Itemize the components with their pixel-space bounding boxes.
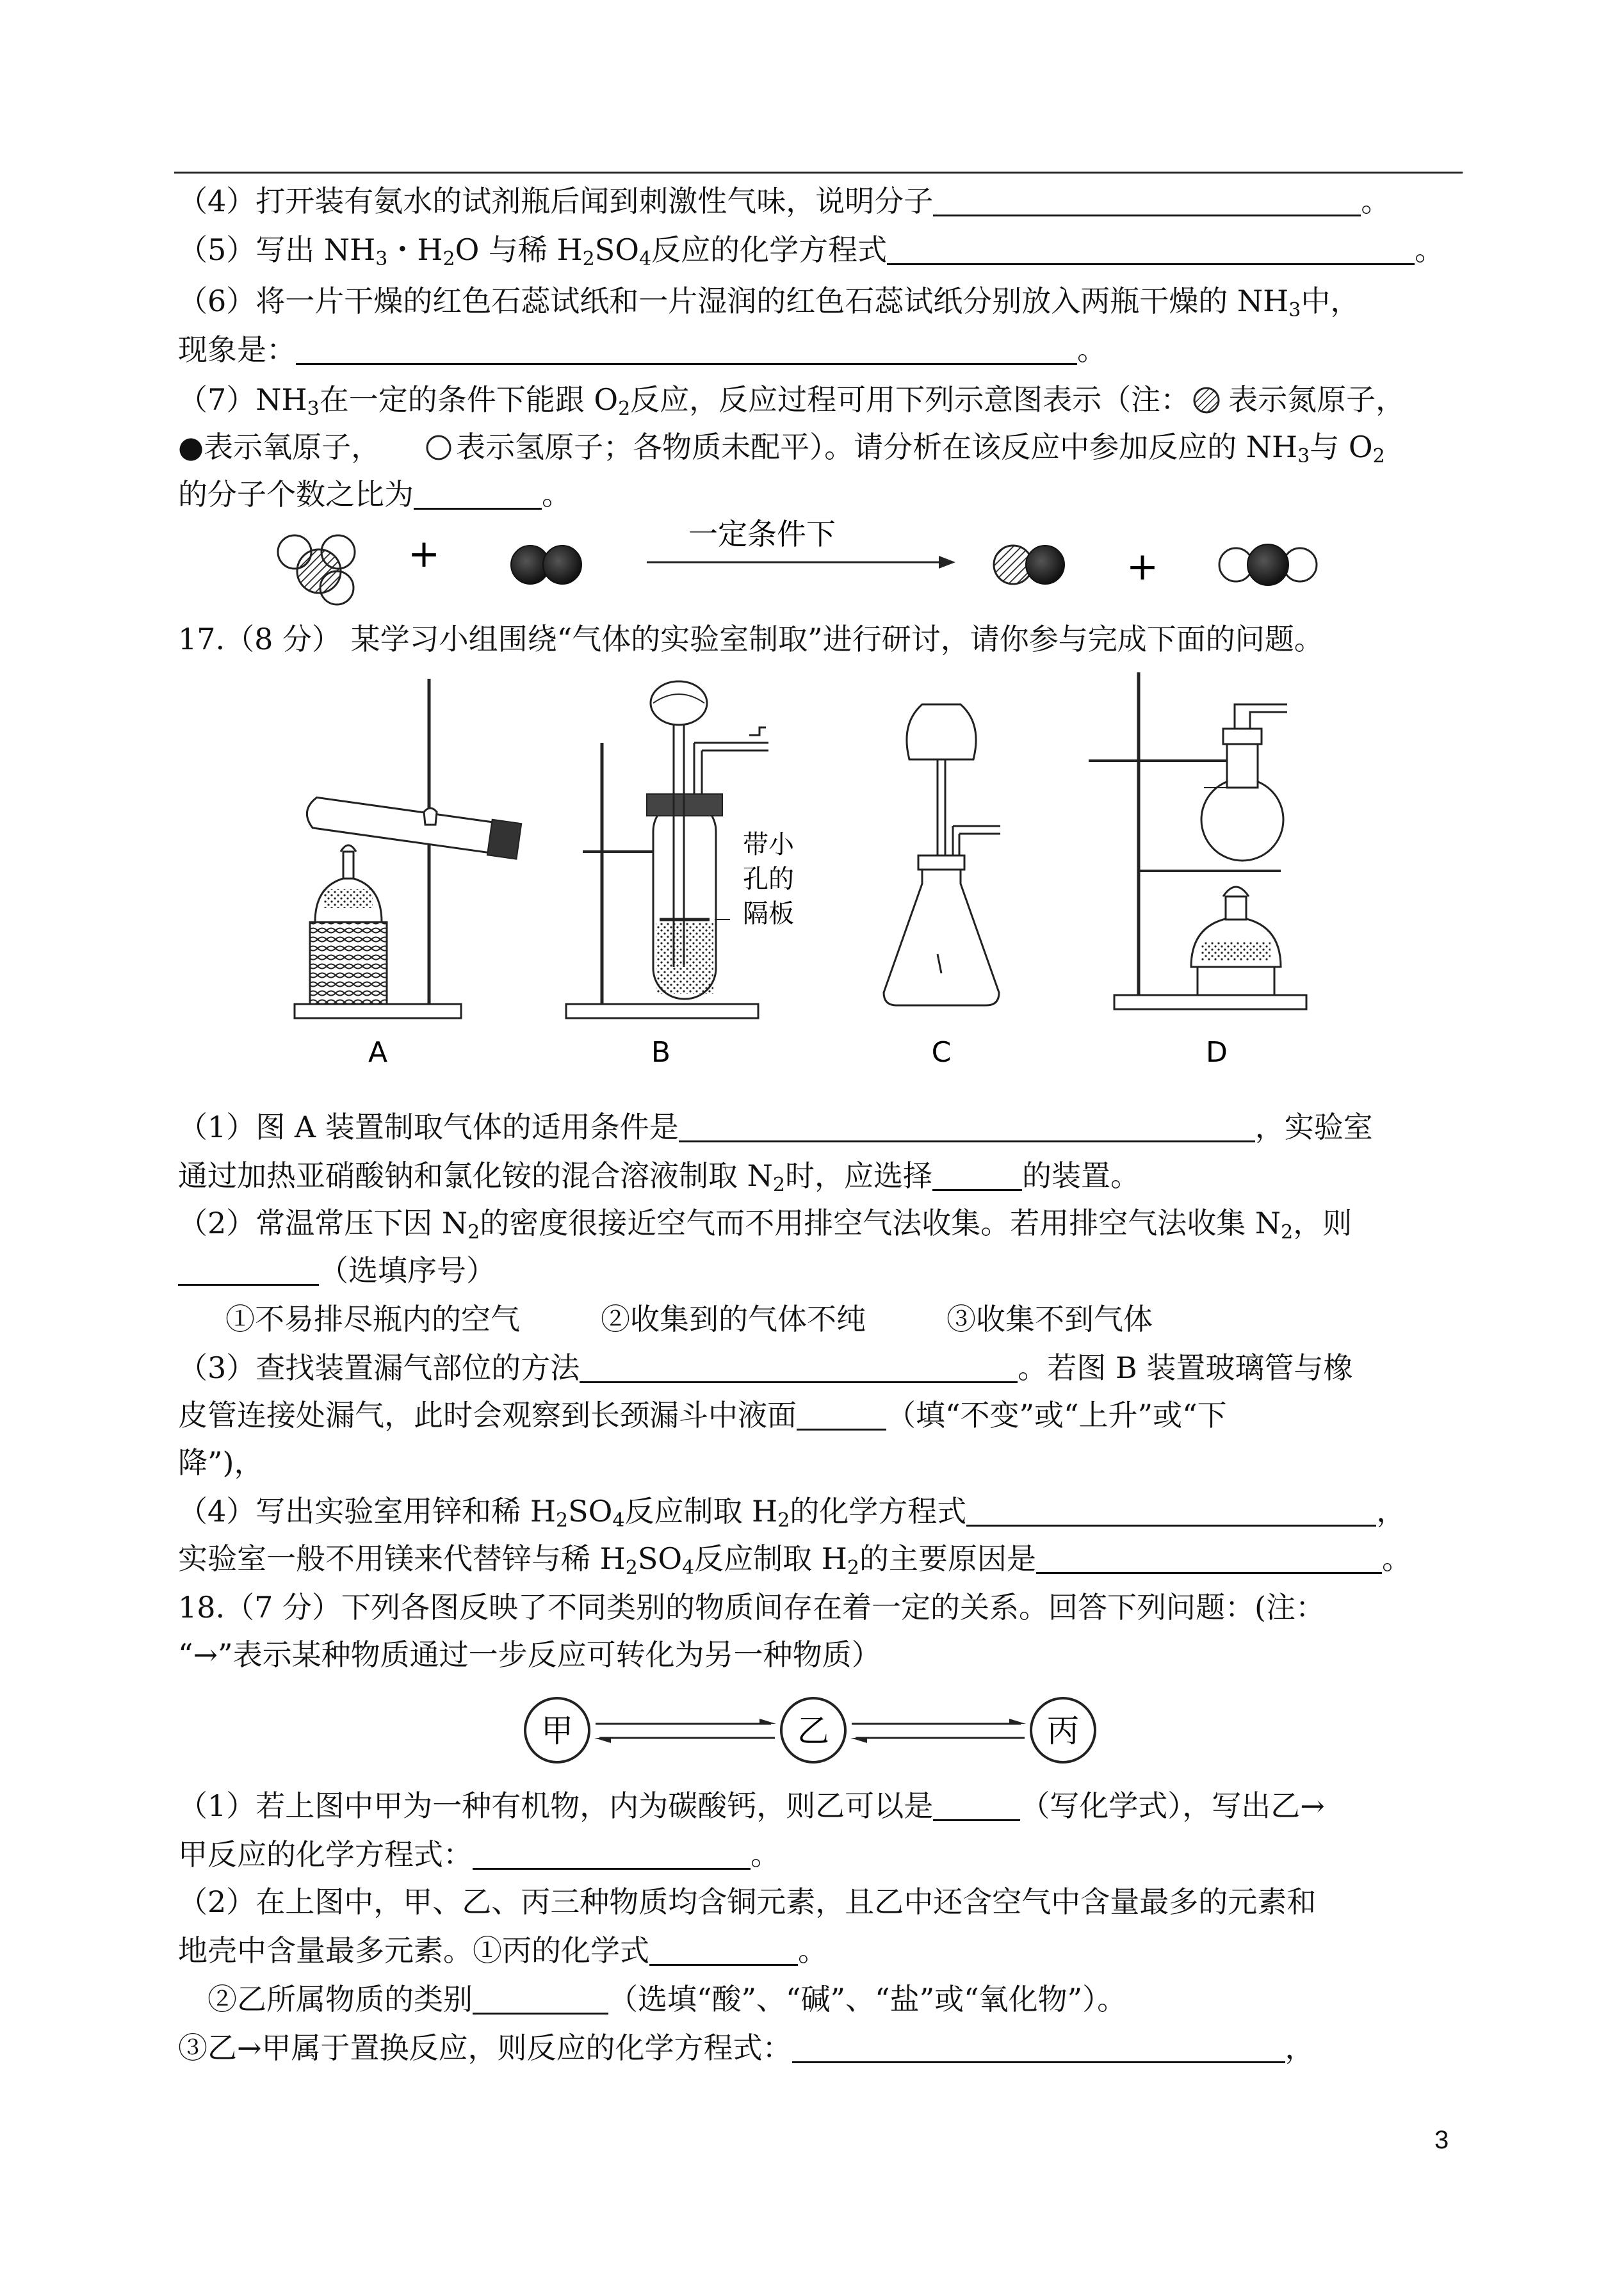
text: 表示氮原子， <box>1228 382 1406 417</box>
text: ， <box>1285 2031 1315 2065</box>
plus-sign: + <box>407 531 441 576</box>
reaction-condition-label: 一定条件下 <box>688 517 836 551</box>
text: （2）在上图中，甲、乙、丙三种物质均含铜元素，且乙中还含空气中含量最多的元素和 <box>178 1885 1317 1919</box>
node-bing <box>1031 1698 1095 1762</box>
answer-blank[interactable] <box>797 1397 886 1431</box>
answer-blank[interactable] <box>932 1157 1022 1191</box>
reaction-arrowhead <box>939 556 955 569</box>
q16-part7-line1 <box>178 380 1465 419</box>
text: 反应制取 H <box>624 1494 778 1529</box>
text: 在一定的条件下能跟 O <box>319 382 619 417</box>
subscript: 2 <box>1281 1221 1294 1244</box>
text: （写化学式），写出乙→ <box>1020 1788 1325 1823</box>
text: （7）NH <box>178 382 307 417</box>
text: ●表示氧原子， <box>178 430 381 464</box>
q16-part7-line2 <box>178 428 1465 466</box>
subscript: 2 <box>777 1509 790 1532</box>
text: SO <box>637 1541 683 1576</box>
answer-blank[interactable] <box>414 476 542 510</box>
nitrogen-atom-icon <box>1190 385 1228 415</box>
page-number: 3 <box>1434 2126 1449 2154</box>
subscript: 3 <box>1297 445 1310 467</box>
q16-part6-line2 <box>178 330 1465 369</box>
subscript: 4 <box>612 1509 625 1532</box>
q18-title-line2 <box>178 1635 1465 1674</box>
text: O 与稀 H <box>455 232 583 267</box>
answer-blank[interactable] <box>473 1981 608 2015</box>
q17-part4-line1 <box>178 1492 1465 1530</box>
nitric-oxide-molecule <box>994 546 1064 584</box>
q17-part4-line2 <box>178 1539 1465 1578</box>
text: ，则 <box>1293 1206 1352 1240</box>
oxygen-molecule <box>511 546 581 584</box>
q16-part4 <box>178 182 1465 220</box>
subscript: 2 <box>582 248 595 270</box>
text: 17.（8 分） 某学习小组围绕“气体的实验室制取”进行研讨，请你参与完成下面的问题。 <box>178 622 1324 656</box>
q18-part2-line3 <box>207 1980 1495 2018</box>
q17-part2-line2 <box>178 1251 1465 1290</box>
q18-part2-line2 <box>178 1931 1465 1970</box>
text: 的装置。 <box>1021 1158 1140 1193</box>
answer-blank[interactable] <box>933 182 1361 216</box>
text: 反应，反应过程可用下列示意图表示（注： <box>630 382 1190 417</box>
text: 通过加热亚硝酸钠和氯化铵的混合溶液制取 N <box>178 1158 773 1193</box>
text: 的主要原因是 <box>859 1541 1037 1576</box>
q18-part2-line1 <box>178 1883 1465 1921</box>
reaction-diagram <box>256 512 1358 628</box>
text: 。若图 B 装置玻璃管与橡 <box>1018 1350 1353 1385</box>
text: SO <box>568 1494 613 1529</box>
subscript: 3 <box>375 248 388 270</box>
apparatus-label-a: A <box>368 1036 388 1069</box>
answer-blank[interactable] <box>296 331 1077 365</box>
apparatus-d <box>1089 672 1306 1069</box>
text: 反应的化学方程式 <box>651 232 888 267</box>
node-label: 甲 <box>541 1712 573 1749</box>
text: ， <box>1376 1494 1406 1529</box>
subscript: 4 <box>682 1557 695 1579</box>
header-rule <box>174 172 1463 174</box>
subscript: 2 <box>1372 445 1385 467</box>
q16-part6-line1 <box>178 282 1465 320</box>
text: ，实验室 <box>1255 1110 1373 1144</box>
answer-blank[interactable] <box>580 1349 1018 1383</box>
text: 时，应选择 <box>784 1158 932 1193</box>
subscript: 2 <box>618 398 631 420</box>
subscript: 2 <box>556 1509 569 1532</box>
text: （5）写出 NH <box>178 232 376 267</box>
arrows-yi-bing <box>850 1719 1026 1743</box>
text: （填“不变”或“上升”或“下 <box>886 1398 1227 1432</box>
subscript: 2 <box>847 1557 860 1579</box>
text: ・H <box>387 232 443 267</box>
text: （4）写出实验室用锌和稀 H <box>178 1494 556 1529</box>
q17-part3-line1 <box>178 1349 1465 1387</box>
text: 现象是： <box>178 332 296 367</box>
text: 降”)， <box>178 1445 264 1480</box>
apparatus-label-b: B <box>651 1036 671 1069</box>
q17-part2-line1 <box>178 1204 1465 1242</box>
text: 。 <box>1077 332 1107 367</box>
q18-part1-line2 <box>178 1835 1465 1874</box>
answer-blank[interactable] <box>792 2029 1285 2063</box>
answer-blank[interactable] <box>933 1787 1020 1821</box>
text: 与 O <box>1310 430 1373 464</box>
q17-part3-line2 <box>178 1396 1465 1434</box>
text: 表示氢原子；各物质未配平）。请分析在该反应中参加反应的 NH <box>456 430 1298 464</box>
arrows-jia-yi <box>594 1719 776 1743</box>
subscript: 2 <box>443 248 455 270</box>
text: 的分子个数之比为 <box>178 477 414 512</box>
apparatus-diagram <box>282 666 1345 1076</box>
q17-part2-options <box>225 1300 1513 1338</box>
subscript: 3 <box>1288 299 1301 321</box>
subscript: 4 <box>638 248 652 270</box>
apparatus-b <box>566 681 795 1069</box>
option-1: ①不易排尽瓶内的空气 <box>225 1302 520 1336</box>
text: （选填“酸”、“碱”、“盐”或“氧化物”）。 <box>608 1982 1127 2016</box>
text: ②乙所属物质的类别 <box>207 1982 473 2016</box>
apparatus-a <box>295 679 521 1069</box>
text: （3）查找装置漏气部位的方法 <box>178 1350 580 1385</box>
text: 。 <box>798 1933 827 1968</box>
subscript: 2 <box>625 1557 638 1579</box>
answer-blank[interactable] <box>1036 1540 1382 1574</box>
text: （1）若上图中甲为一种有机物，内为碳酸钙，则乙可以是 <box>178 1788 934 1823</box>
answer-blank[interactable] <box>966 1493 1376 1527</box>
q17-title <box>178 620 1465 658</box>
substance-relation-diagram <box>512 1687 1114 1776</box>
apparatus-label-c: C <box>931 1036 952 1069</box>
subscript: 2 <box>772 1174 785 1196</box>
answer-blank[interactable] <box>473 1836 751 1870</box>
text: “→”表示某种物质通过一步反应可转化为另一种物质） <box>178 1637 881 1672</box>
text: ③乙→甲属于置换反应，则反应的化学方程式： <box>178 2031 792 2065</box>
text: 18.（7 分）下列各图反映了不同类别的物质间存在着一定的关系。回答下列问题：(注： <box>178 1590 1325 1625</box>
option-2: ②收集到的气体不纯 <box>601 1302 866 1336</box>
q18-part1-line1 <box>178 1787 1465 1825</box>
text: SO <box>594 232 639 267</box>
node-yi <box>781 1698 845 1762</box>
text: 实验室一般不用镁来代替锌与稀 H <box>178 1541 626 1576</box>
text: （2）常温常压下因 N <box>178 1206 468 1240</box>
text: （选填序号） <box>319 1253 496 1288</box>
text: 。 <box>1382 1541 1412 1576</box>
q18-title-line1 <box>178 1588 1465 1626</box>
partition-label-line1: 带小 <box>743 830 794 859</box>
partition-label-line3: 隔板 <box>743 899 794 929</box>
node-jia <box>525 1698 589 1762</box>
answer-blank[interactable] <box>178 1252 319 1286</box>
apparatus-c <box>884 704 1000 1069</box>
text: 的化学方程式 <box>790 1494 967 1529</box>
text: 中， <box>1301 284 1360 318</box>
text: 。 <box>751 1837 780 1872</box>
q17-part1-line2 <box>178 1156 1465 1195</box>
water-molecule <box>1219 544 1317 585</box>
subscript: 2 <box>467 1221 480 1244</box>
text: （4）打开装有氨水的试剂瓶后闻到刺激性气味，说明分子 <box>178 184 934 218</box>
ammonia-molecule <box>278 535 355 604</box>
text: 。 <box>1415 232 1445 267</box>
subscript: 3 <box>307 398 320 420</box>
text: 的密度很接近空气而不用排空气法收集。若用排空气法收集 N <box>480 1206 1281 1240</box>
hydrogen-atom-icon <box>421 433 456 462</box>
text: 皮管连接处漏气，此时会观察到长颈漏斗中液面 <box>178 1398 797 1432</box>
partition-label-line2: 孔的 <box>743 864 794 894</box>
plus-sign: + <box>1126 544 1159 589</box>
text: 甲反应的化学方程式： <box>178 1837 473 1872</box>
answer-blank[interactable] <box>649 1932 798 1966</box>
node-label: 丙 <box>1047 1712 1079 1749</box>
text: 反应制取 H <box>694 1541 847 1576</box>
text: 。 <box>542 477 571 512</box>
q16-part5 <box>178 231 1465 269</box>
q17-part1-line1 <box>178 1108 1465 1146</box>
q16-part7-line3 <box>178 475 1465 514</box>
text: （6）将一片干燥的红色石蕊试纸和一片湿润的红色石蕊试纸分别放入两瓶干燥的 NH <box>178 284 1289 318</box>
apparatus-label-d: D <box>1206 1036 1228 1069</box>
answer-blank[interactable] <box>887 231 1415 265</box>
option-3: ③收集不到气体 <box>946 1302 1153 1336</box>
text: 。 <box>1361 184 1391 218</box>
node-label: 乙 <box>797 1712 829 1749</box>
q17-part3-line3 <box>178 1443 1465 1482</box>
text: 地壳中含量最多元素。①丙的化学式 <box>178 1933 649 1968</box>
q18-part2-line4 <box>178 2029 1465 2067</box>
text: （1）图 A 装置制取气体的适用条件是 <box>178 1110 679 1144</box>
answer-blank[interactable] <box>679 1108 1255 1142</box>
